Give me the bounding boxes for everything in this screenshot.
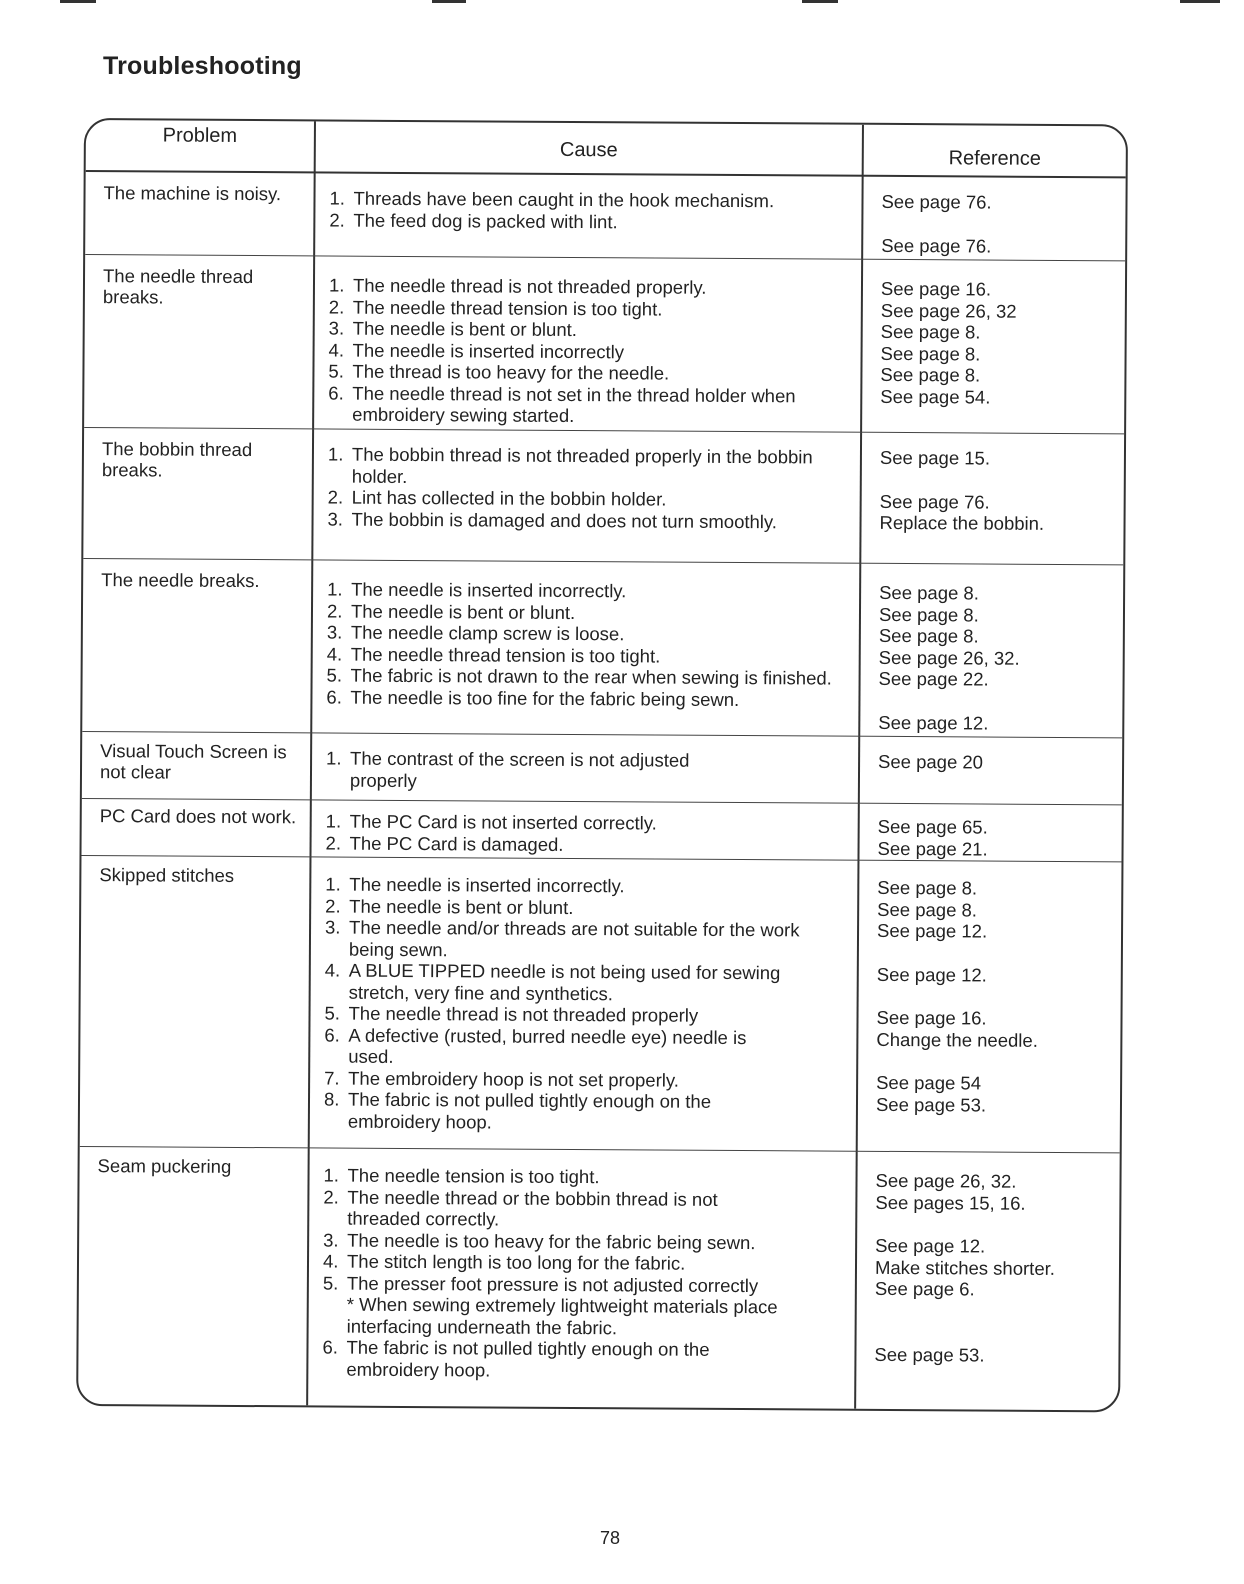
problem-cell: Visual Touch Screen is not clear bbox=[99, 740, 287, 783]
cause-item: 3. The needle and/or threads are not suitable for the work being sewn. bbox=[324, 916, 800, 960]
problem-cell: The machine is noisy. bbox=[103, 182, 282, 205]
cause-item: * When sewing extremely lightweight materials place interfacing underneath the fabric. bbox=[346, 1293, 778, 1338]
problem-cell: Seam puckering bbox=[97, 1155, 232, 1177]
reference-item: See page 8. bbox=[879, 581, 979, 604]
header-cause: Cause bbox=[559, 138, 618, 162]
cause-cell bbox=[326, 810, 846, 856]
reference-item: See page 12. bbox=[876, 919, 988, 942]
reference-cell bbox=[877, 816, 1107, 860]
cause-item: 2. The needle thread or the bobbin thread is not threaded correctly. bbox=[323, 1185, 718, 1230]
cause-item: 1. The bobbin thread is not threaded properly in the bobbin holder. bbox=[327, 443, 813, 487]
cause-item: 5. The needle thread is not threaded properly bbox=[324, 1002, 699, 1026]
reference-item: See page 16. bbox=[876, 1006, 987, 1029]
reference-item: See page 76. bbox=[881, 190, 992, 213]
table-header bbox=[86, 120, 1126, 178]
cause-item: 6. The needle thread is not set in the thread holder when embroidery sewing started. bbox=[328, 381, 796, 427]
header-reference: Reference bbox=[948, 147, 1041, 170]
reference-cell bbox=[876, 877, 1107, 1116]
table-row bbox=[81, 799, 1121, 862]
cause-item: 1. The needle thread is not threaded properly. bbox=[328, 274, 707, 298]
cause-item: 3. The needle is bent or blunt. bbox=[328, 317, 577, 341]
cause-item: 5. The presser foot pressure is not adjusted correctly bbox=[322, 1271, 759, 1296]
reference-item: See page 26, 32. bbox=[878, 646, 1020, 669]
cause-item: 5. The fabric is not drawn to the rear when sewing is finished. bbox=[326, 664, 832, 689]
reference-item: See page 21. bbox=[877, 837, 988, 860]
problem-cell: The bobbin thread breaks. bbox=[101, 438, 253, 481]
reference-item: See page 12. bbox=[876, 963, 987, 986]
page-number: 78 bbox=[599, 1528, 621, 1548]
page-title: Troubleshooting bbox=[103, 52, 302, 80]
reference-cell bbox=[874, 1170, 1105, 1366]
cause-item: 2. The feed dog is packed with lint. bbox=[329, 209, 618, 232]
cause-item: 3. The needle is too heavy for the fabric being sewn. bbox=[323, 1228, 756, 1253]
scan-edge-mark bbox=[1180, 0, 1220, 3]
reference-item: See page 12. bbox=[875, 1234, 986, 1257]
reference-item: See page 8. bbox=[878, 603, 979, 625]
cause-cell bbox=[326, 578, 847, 710]
cause-item: 1. The contrast of the screen is not adjusted properly bbox=[326, 747, 690, 791]
reference-item: See page 65. bbox=[877, 815, 988, 838]
reference-item: See page 53. bbox=[874, 1343, 985, 1366]
cause-item: 4. The needle is inserted incorrectly bbox=[328, 338, 625, 362]
cause-item: 5. The thread is too heavy for the needle. bbox=[328, 360, 670, 384]
cause-item: 6. The fabric is not pulled tightly enough on the embroidery hoop. bbox=[322, 1336, 710, 1381]
table-row bbox=[83, 428, 1124, 565]
reference-item: See pages 15, 16. bbox=[875, 1191, 1026, 1214]
reference-item: Change the needle. bbox=[876, 1028, 1038, 1051]
cause-item: 1. The needle tension is too tight. bbox=[323, 1164, 600, 1188]
table-row bbox=[84, 255, 1125, 434]
reference-item: See page 26, 32. bbox=[875, 1169, 1017, 1192]
reference-cell bbox=[878, 582, 1109, 734]
cause-cell bbox=[324, 873, 846, 1134]
reference-item: See page 12. bbox=[878, 711, 989, 734]
reference-item: See page 15. bbox=[879, 446, 991, 469]
reference-item: See page 22. bbox=[878, 667, 989, 690]
cause-item: 7. The embroidery hoop is not set properly. bbox=[324, 1066, 679, 1091]
reference-item: See page 8. bbox=[880, 342, 981, 364]
table-row bbox=[82, 559, 1123, 738]
table-row bbox=[80, 856, 1122, 1153]
reference-item: See page 54. bbox=[880, 385, 991, 408]
reference-cell bbox=[879, 447, 1110, 535]
cause-item: 8. The fabric is not pulled tightly enough on the embroidery hoop. bbox=[323, 1088, 712, 1133]
reference-item: See page 20 bbox=[878, 750, 984, 773]
scan-edge-mark bbox=[802, 0, 838, 3]
reference-item: See page 8. bbox=[878, 624, 979, 647]
cause-item: 4. The needle thread tension is too tight. bbox=[326, 642, 661, 667]
problem-cell: The needle breaks. bbox=[101, 569, 260, 592]
cause-item: 4. A BLUE TIPPED needle is not being used for sewing stretch, very fine and synthetics. bbox=[324, 959, 781, 1004]
header-problem: Problem bbox=[162, 124, 238, 147]
cause-cell bbox=[327, 443, 848, 532]
problem-cell: PC Card does not work. bbox=[99, 805, 297, 828]
problem-cell: The needle thread breaks. bbox=[102, 265, 254, 308]
reference-item: See page 54 bbox=[876, 1071, 982, 1094]
reference-item: See page 53. bbox=[875, 1093, 987, 1116]
reference-item: See page 8. bbox=[877, 876, 978, 899]
cause-item: 3. The needle clamp screw is loose. bbox=[326, 621, 625, 645]
scan-edge-mark bbox=[432, 0, 466, 3]
cause-item: 6. The needle is too fine for the fabric being sewn. bbox=[326, 685, 740, 710]
reference-item: See page 76. bbox=[881, 234, 992, 257]
reference-item: Make stitches shorter. bbox=[874, 1256, 1055, 1279]
cause-item: 6. A defective (rusted, burred needle eye) needle is used. bbox=[324, 1023, 747, 1067]
cause-item: 1. The needle is inserted incorrectly. bbox=[325, 873, 625, 897]
table-row bbox=[82, 732, 1122, 805]
cause-item: 3. The bobbin is damaged and does not turn smoothly. bbox=[327, 507, 778, 532]
cause-cell bbox=[329, 188, 849, 234]
reference-item: See page 76. bbox=[879, 490, 990, 513]
cause-item: 2. The needle is bent or blunt. bbox=[326, 599, 576, 623]
cause-item: 2. Lint has collected in the bobbin holder. bbox=[327, 486, 667, 510]
reference-cell bbox=[881, 191, 1111, 257]
reference-cell bbox=[880, 278, 1111, 408]
reference-item: See page 8. bbox=[880, 320, 981, 343]
reference-cell bbox=[878, 751, 1108, 774]
cause-item: 1. The needle is inserted incorrectly. bbox=[327, 578, 627, 602]
cause-item: 1. The PC Card is not inserted correctly. bbox=[325, 810, 657, 834]
cause-item: 1. Threads have been caught in the hook mechanism. bbox=[329, 187, 775, 212]
cause-item: 2. The needle is bent or blunt. bbox=[325, 894, 574, 918]
problem-cell: Skipped stitches bbox=[99, 864, 235, 886]
cause-cell bbox=[322, 1164, 843, 1382]
table-row bbox=[78, 1147, 1120, 1410]
troubleshooting-table bbox=[76, 118, 1128, 1412]
reference-item: See page 6. bbox=[874, 1277, 975, 1300]
cause-item: 4. The stitch length is too long for the fabric. bbox=[322, 1250, 686, 1274]
scan-edge-mark bbox=[60, 0, 96, 3]
table-row bbox=[85, 172, 1125, 261]
reference-item: See page 8. bbox=[877, 898, 978, 920]
cause-item: 2. The needle thread tension is too tight. bbox=[328, 295, 663, 320]
cause-cell bbox=[326, 747, 846, 793]
reference-item: See page 16. bbox=[880, 277, 992, 300]
reference-item: See page 8. bbox=[880, 363, 981, 386]
reference-item: See page 26, 32 bbox=[880, 299, 1017, 322]
cause-cell bbox=[328, 274, 849, 428]
reference-item: Replace the bobbin. bbox=[879, 511, 1045, 534]
cause-item: 2. The PC Card is damaged. bbox=[325, 831, 564, 855]
